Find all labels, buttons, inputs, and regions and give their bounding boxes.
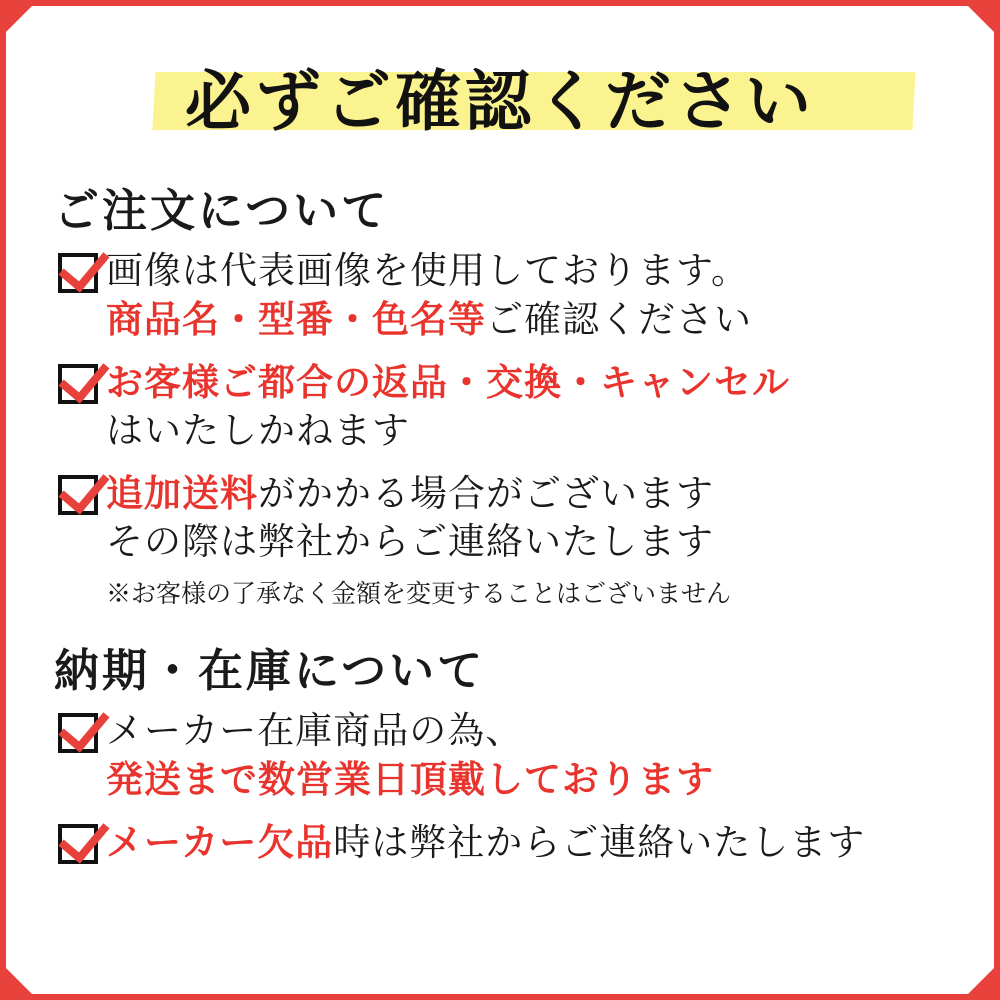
checkbox-checked-icon: [58, 364, 98, 404]
notice-line: [106, 818, 954, 867]
checkbox-checked-icon: [58, 713, 98, 753]
notice-line: [106, 755, 954, 804]
title-text: 必ずご確認ください: [185, 62, 815, 140]
notice-line-plain: 時は弊社からご連絡いたします: [333, 821, 866, 864]
notice-item-lines: [106, 247, 954, 344]
page-title: [46, 40, 954, 144]
notice-item-lines: [106, 358, 954, 455]
notice-line: [106, 469, 954, 518]
checkbox-checked-icon: [58, 475, 98, 515]
notice-item-lines: [106, 818, 954, 867]
section-heading-orders: ご注文について: [54, 184, 390, 237]
notice-footnote: ※お客様の了承なく金額を変更することはございません: [106, 579, 732, 608]
notice-line-emphasis: 発送まで数営業日頂戴しております: [106, 757, 714, 801]
content-area: [6, 6, 994, 994]
checkbox-checked-icon: [58, 253, 98, 293]
notice-line: [106, 295, 954, 344]
notice-line-emphasis: お客様ご都合の返品・交換・キャンセル: [106, 360, 790, 404]
notice-line: その際は弊社からご連絡いたします: [106, 520, 714, 563]
notice-line-emphasis: 追加送料: [106, 471, 258, 515]
section-heading-delivery: 納期・在庫について: [54, 644, 486, 697]
notice-line-plain: ご確認ください: [486, 298, 752, 341]
notice-item-lines: [106, 469, 954, 566]
notice-item: [46, 469, 954, 566]
notice-line-emphasis: 商品名・型番・色名等: [106, 297, 486, 341]
notice-line: メーカー在庫商品の為、: [106, 709, 524, 752]
notice-item: [46, 247, 954, 344]
notice-item: [46, 358, 954, 455]
notice-item-lines: [106, 707, 954, 804]
checkbox-checked-icon: [58, 824, 98, 864]
notice-line: 画像は代表画像を使用しております。: [106, 249, 750, 292]
notice-line: [106, 358, 954, 407]
notice-item: [46, 707, 954, 804]
notice-line: はいたしかねます: [106, 409, 410, 452]
notice-line-plain: がかかる場合がございます: [258, 472, 714, 515]
notice-item: [46, 818, 954, 867]
notice-line-emphasis: メーカー欠品: [106, 820, 334, 864]
